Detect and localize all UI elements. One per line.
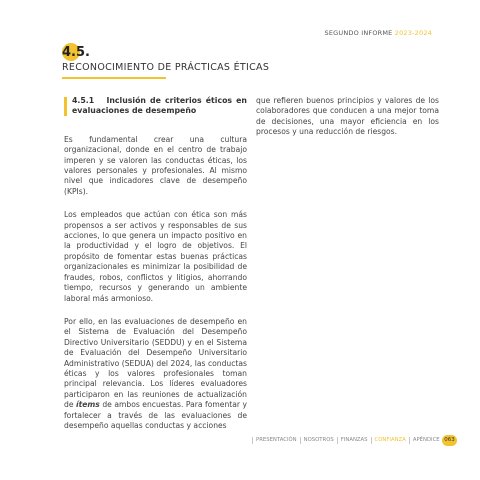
body-paragraph-3-emphasis: ítems — [76, 400, 100, 410]
right-column — [256, 96, 439, 151]
section-number: 4.5. — [62, 45, 90, 60]
body-paragraph-1: Es fundamental crear una cultura organizacional, donde en el centro de trabajo imperen y se valoren las conductas éticas, los valores personales y profesionales. Al mismo nivel que indicadores clave de desempeño (KPIs). — [64, 134, 247, 196]
footer-nav-confianza[interactable]: CONFIANZA — [371, 437, 409, 444]
footer-nav-nosotros[interactable]: NOSOTROS — [300, 437, 337, 444]
body-paragraph-3 — [64, 317, 247, 431]
report-header-years: 2023-2024 — [394, 29, 432, 37]
body-paragraph-3-start: Por ello, en las evaluaciones de desempeño en el Sistema de Evaluación del Desempeño Directivo Universitario (SEDDU) y en el Sistema de Evaluación del Desempeño Universitario Administrativo (SEDUA) del 2024, las conductas éticas y los valores profesionales toman principal relevancia. Los líderes evaluadores participaron en las reuniones de actualización de — [64, 316, 247, 410]
section-title-underline — [62, 77, 166, 79]
footer-section-nav — [252, 437, 443, 444]
subsection-title: Inclusión de criterios éticos en evaluaciones de desempeño — [72, 96, 247, 116]
body-paragraph-2: Los empleados que actúan con ética son más propensos a ser activos y responsables de sus acciones, lo que genera un impacto positivo en la productividad y el logro de objetivos. El propósito de fomentar estas buenas prácticas organizacionales es minimizar la posibilidad de fraudes, robos, conflictos y litigios, ahorrando tiempo, recursos y generando un ambiente laboral más armonioso. — [64, 210, 247, 303]
left-column — [64, 96, 247, 444]
page-number-badge: 063 — [442, 435, 457, 446]
report-header — [325, 29, 432, 37]
body-paragraph-4: que refieren buenos principios y valores de los colaboradores que conducen a una mejor toma de decisiones, una mayor eficiencia en los procesos y una reducción de riesgos. — [256, 96, 439, 137]
body-paragraph-3-end: de ambos encuestas. Para fomentar y fortalecer a través de las evaluaciones de desempeño aquellas conductas y acciones — [64, 400, 248, 430]
footer-nav-finanzas[interactable]: FINANZAS — [337, 437, 371, 444]
subsection-number: 4.5.1 — [72, 96, 95, 105]
report-header-label: SEGUNDO INFORME — [324, 29, 393, 37]
section-title: RECONOCIMIENTO DE PRÁCTICAS ÉTICAS — [62, 62, 270, 73]
subsection-heading — [64, 96, 247, 117]
footer-nav-apendice[interactable]: APÉNDICE — [409, 437, 443, 444]
subsection-marker-bar — [64, 97, 67, 116]
footer-nav-presentacion[interactable]: PRESENTACIÓN — [252, 437, 300, 444]
